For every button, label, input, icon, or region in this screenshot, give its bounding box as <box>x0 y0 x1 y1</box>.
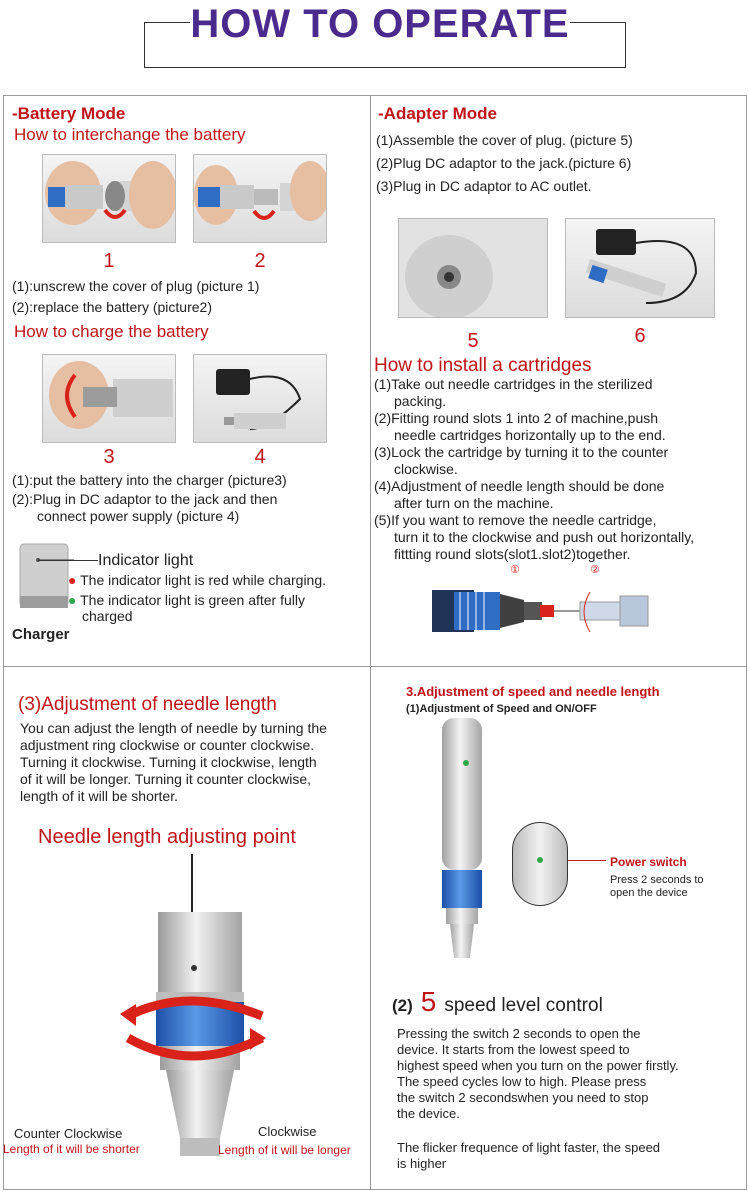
counter-clockwise-note: Length of it will be shorter <box>3 1142 140 1156</box>
needle-line-4: length of it will be shorter. <box>20 788 178 804</box>
cartridge-line-9: turn it to the clockwise and push out horizontally, <box>394 529 695 545</box>
cartridge-line-6: (4)Adjustment of needle length should be done <box>374 478 665 494</box>
cartridge-line-1: packing. <box>394 393 447 409</box>
battery-into-charger-image <box>43 355 176 443</box>
speed-para1-line-0: Pressing the switch 2 seconds to open the <box>397 1026 641 1041</box>
slot-2-label: ② <box>590 564 600 576</box>
picture-3 <box>42 354 176 443</box>
indicator-pointer-line <box>38 560 98 561</box>
cartridge-line-10: fittting round slots(slot1.slot2)together. <box>394 546 631 562</box>
speed-level-text: speed level control <box>444 995 603 1016</box>
speed-para1-line-5: the device. <box>397 1106 460 1121</box>
green-dot-icon: ● <box>68 592 77 608</box>
picture-5 <box>398 218 548 318</box>
clockwise-note: Length of it will be longer <box>218 1143 351 1157</box>
charge-step-1: (1):put the battery into the charger (picture3) <box>12 472 287 488</box>
page-title: HOW TO OPERATE <box>190 2 570 46</box>
indicator-green-note <box>68 592 305 609</box>
cartridge-line-4: (3)Lock the cartridge by turning it to the counter <box>374 444 669 460</box>
battery-unscrew-image <box>43 155 176 243</box>
plug-cover-image <box>399 219 548 318</box>
slot-1-label: ① <box>510 564 520 576</box>
power-switch-pointer-line <box>568 860 606 861</box>
picture-1-number: 1 <box>103 250 115 272</box>
speed-heading: 3.Adjustment of speed and needle length <box>406 684 660 699</box>
cartridge-title: How to install a cartridges <box>374 355 592 376</box>
power-switch-desc-1: Press 2 seconds to <box>610 874 704 886</box>
needle-line-1: adjustment ring clockwise or counter clockwise. <box>20 737 315 753</box>
speed-level-heading <box>392 986 603 1018</box>
needle-line-0: You can adjust the length of needle by turning the <box>20 720 327 736</box>
picture-1 <box>42 154 176 243</box>
adapter-step-3 <box>376 178 592 195</box>
power-switch-title: Power switch <box>610 855 687 869</box>
speed-level-prefix: (2) <box>392 996 413 1015</box>
power-switch-zoom <box>512 822 568 906</box>
interchange-title: How to interchange the battery <box>14 125 246 144</box>
power-switch-light <box>537 857 543 863</box>
speed-para2-line-1: is higher <box>397 1156 447 1171</box>
charge-step-2a: (2):Plug in DC adaptor to the jack and then <box>12 491 278 507</box>
charge-step-2b: connect power supply (picture 4) <box>37 508 240 524</box>
speed-para1-line-2: highest speed when you turn on the power firstly. <box>397 1058 679 1073</box>
cartridge-line-5: clockwise. <box>394 461 458 477</box>
indicator-red-note <box>68 572 326 589</box>
red-dot-icon: ● <box>68 572 77 588</box>
charge-title: How to charge the battery <box>14 322 209 341</box>
adapter-step-1-text: Assemble the cover of plug. (picture 5) <box>393 132 633 148</box>
counter-clockwise-label: Counter Clockwise <box>14 1126 123 1141</box>
speed-para1-line-4: the switch 2 secondswhen you need to stop <box>397 1090 649 1105</box>
indicator-green-text-2: charged <box>82 608 133 624</box>
adapter-step-1 <box>376 132 633 149</box>
adjusting-point-title: Needle length adjusting point <box>38 826 296 848</box>
battery-step-1: (1):unscrew the cover of plug (picture 1) <box>12 278 260 294</box>
speed-pen-image <box>432 718 492 968</box>
speed-subheading: (1)Adjustment of Speed and ON/OFF <box>406 703 597 715</box>
adapter-heading: -Adapter Mode <box>378 104 497 123</box>
adapter-step-1-num: (1) <box>376 132 394 148</box>
adapter-step-3-num: (3) <box>376 178 394 194</box>
battery-heading: -Battery Mode <box>12 104 126 123</box>
cartridge-line-7: after turn on the machine. <box>394 495 554 511</box>
picture-6 <box>565 218 715 318</box>
picture-3-number: 3 <box>103 446 115 468</box>
picture-2 <box>193 154 327 243</box>
adapter-step-3-text: Plug in DC adaptor to AC outlet. <box>393 178 592 194</box>
battery-replace-image <box>194 155 327 243</box>
needle-line-2: Turning it clockwise. Turning it clockwise, length <box>20 754 317 770</box>
charger-image <box>14 540 77 616</box>
clockwise-label: Clockwise <box>258 1124 317 1139</box>
needle-pen-image <box>120 912 266 1168</box>
power-switch-desc-2: open the device <box>610 887 688 899</box>
needle-line-3: of it will be longer. Turning it counter clockwise, <box>20 771 312 787</box>
charger-label: Charger <box>12 626 70 643</box>
cartridge-line-3: needle cartridges horizontally up to the end. <box>394 427 666 443</box>
cartridge-line-2: (2)Fitting round slots 1 into 2 of machine,push <box>374 410 659 426</box>
adapter-step-2: (2)Plug DC adaptor to the jack.(picture 6) <box>376 155 632 171</box>
adaptor-pen-image <box>566 219 715 318</box>
picture-6-number: 6 <box>634 325 646 347</box>
speed-para1-line-1: device. It starts from the lowest speed to <box>397 1042 630 1057</box>
picture-5-number: 5 <box>467 330 479 352</box>
speed-para1-line-3: The speed cycles low to high. Please press <box>397 1074 647 1089</box>
indicator-red-text: The indicator light is red while charging. <box>80 572 327 588</box>
cartridge-line-0: (1)Take out needle cartridges in the sterilized <box>374 376 653 392</box>
picture-4 <box>193 354 327 443</box>
picture-2-number: 2 <box>254 250 266 272</box>
speed-level-number: 5 <box>420 986 437 1017</box>
cartridge-line-8: (5)If you want to remove the needle cartridge, <box>374 512 657 528</box>
picture-4-number: 4 <box>254 446 266 468</box>
charger-adaptor-image <box>194 355 327 443</box>
speed-para2-line-0: The flicker frequence of light faster, the speed <box>397 1140 661 1155</box>
indicator-green-text: The indicator light is green after fully <box>80 592 305 608</box>
cartridge-diagram <box>430 578 660 638</box>
battery-step-2: (2):replace the battery (picture2) <box>12 299 212 315</box>
needle-heading: (3)Adjustment of needle length <box>18 694 277 715</box>
indicator-label: Indicator light <box>98 552 194 569</box>
